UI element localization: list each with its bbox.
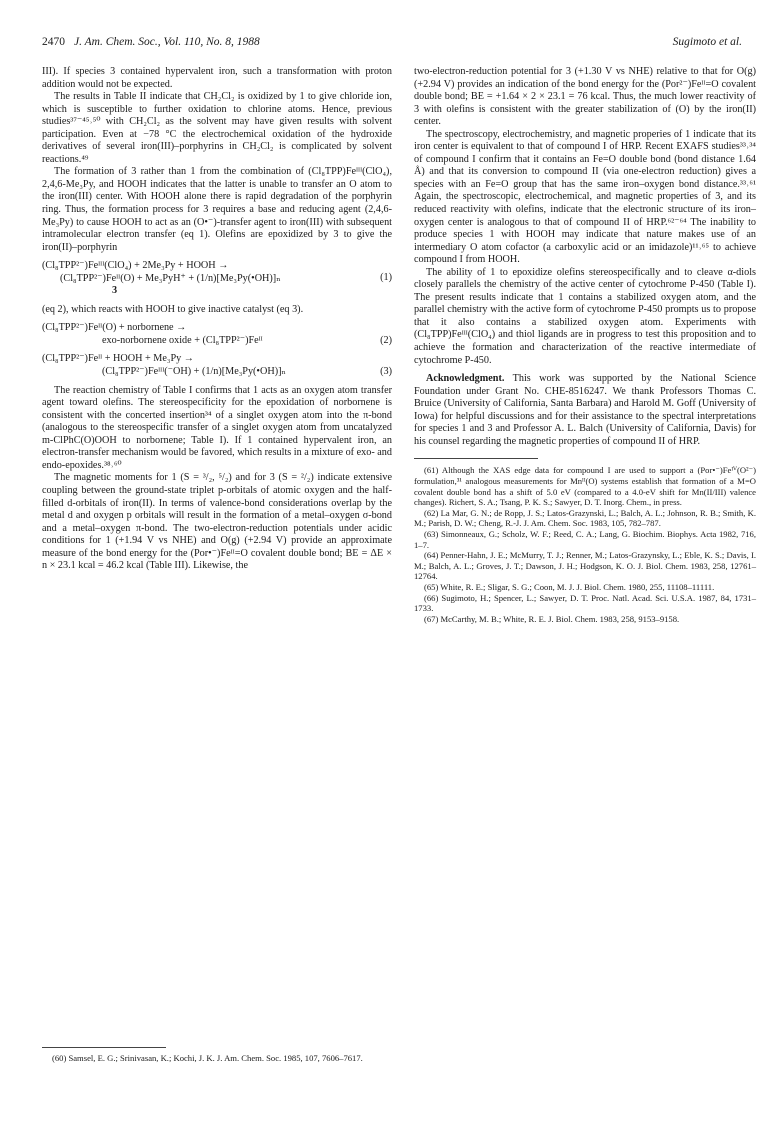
footnote-rule bbox=[414, 458, 538, 459]
equation-label: 3 bbox=[112, 285, 118, 297]
equation-line: (Cl₈TPP²⁻)Feᴵᴵᴵ(ClO₄) + 2Me₃Py + HOOH → bbox=[42, 260, 229, 272]
paragraph: The spectroscopy, electrochemistry, and magnetic properies of 1 indicate that its iron center is equivalent to that of compound I of HRP. Recent EXAFS studies³³˒³⁴ of compound I confirm that it contains an Fe=O double bond (bond distance 1.64 Å) and that its conversion to compound II (via one-electron reduction) gives a species with an Fe=O group that has the same iron–oxygen bond distance.³³˒⁶¹ Again, the spectroscopic, electrochemical, and magnetic properties of 3, and its reduced reactivity with olefins, indicate that the electronic structure of its iron–oxygen center is analogous to that of compound II of HRP.⁶²⁻⁶⁴ The inability to produce species 1 with HOOH may indicate that nature makes use of an intermediary O atom cofactor (a carboxylic acid or an imidazole)¹¹˒⁶⁵ to achieve compound I from HOOH. bbox=[414, 128, 756, 266]
reference: (62) La Mar, G. N.; de Ropp, J. S.; Latos-Grazynski, L.; Balch, A. L.; Johnson, R. B.; Smith, K. M.; Parish, D. W.; Cheng, R.-J. J. Am. Chem. Soc. 1983, 105, 782–787. bbox=[414, 507, 756, 529]
running-header bbox=[42, 36, 742, 52]
left-column bbox=[42, 66, 392, 573]
left-references bbox=[42, 1053, 392, 1064]
equation-1 bbox=[42, 260, 392, 298]
acknowledgment-text: This work was supported by the National Science Foundation under Grant No. CHE-8516247. We thank Professors Thomas C. Bruice (University of California, Santa Barbara) and Harold M. Goff (University of Iowa) for helpful discussions and for their assistance to the spectral interpretations for species 1 and 3 and Professor A. L. Balch (University of California, Davis) for his counsel regarding the magnetic properties of compound II of HRP. bbox=[414, 373, 756, 447]
acknowledgment bbox=[414, 373, 756, 448]
acknowledgment-title: Acknowledgment. bbox=[426, 373, 505, 385]
reference: (61) Although the XAS edge data for compound I are used to support a (Por•⁻)Feᴵⱽ(O²⁻) formulation,³¹ analogous measurements for Mnᴵᴵ(O) systems establish that formation of a M=O covalent double bond has a shift of 5.0 eV (compared to a 4.0-eV shift for Mn(II/III) valence changes). Richert, S. A.; Tsang, P. K. S.; Sawyer, D. T. Inorg. Chem., in press. bbox=[414, 465, 756, 508]
reference: (66) Sugimoto, H.; Spencer, L.; Sawyer, D. T. Proc. Natl. Acad. Sci. U.S.A. 1987, 84, 1731–1733. bbox=[414, 592, 756, 614]
running-authors: Sugimoto et al. bbox=[672, 36, 742, 48]
paragraph: The results in Table II indicate that CH₂Cl₂ is oxidized by 1 to give chloride ion, which is susceptible to further oxidation to chlorine atoms. Hence, previous studies³⁷⁻⁴⁵˒⁵⁰ with CH₂Cl₂ as the solvent may have given results with solvent participation. Even at −78 °C the electrochemical oxidation of the hydroxide derivatives of several iron(III)–porphyrins in CH₂Cl₂ is complicated by solvent reactions.⁴⁹ bbox=[42, 91, 392, 165]
paragraph: The magnetic moments for 1 (S = ³/₂, ⁵/₂) and for 3 (S = ²/₂) indicate extensive coupling between the ground-state triplet p-orbitals of atomic oxygen and the half-filled d-orbitals of iron(II). In terms of valence-bond considerations overlap by the metal d and oxygen p orbitals will result in the formation of a metal–oxygen σ-bond and a metal–oxygen π-bond. The two-electron-reduction potentials under acidic conditions for 1 (+1.94 V vs NHE) and O(g) (+2.94 V) provide an approximate measure of the bond energy for the (Por•⁻)Feᴵᴵ=O covalent double bond; BE = ΔE × n × 23.1 kcal = 46.2 kcal (Table III). Likewise, the bbox=[42, 472, 392, 572]
paragraph: (eq 2), which reacts with HOOH to give inactive catalyst (eq 3). bbox=[42, 303, 304, 315]
paragraph: III). If species 3 contained hypervalent iron, such a transformation with proton addition would not be expected. bbox=[42, 66, 392, 90]
reference: (65) White, R. E.; Sligar, S. G.; Coon, M. J. J. Biol. Chem. 1980, 255, 11108–11111. bbox=[424, 581, 715, 592]
equation-line: (Cl₈TPP²⁻)Feᴵᴵᴵ(⁻OH) + (1/n)[Me₃Py(•OH)]ₙ bbox=[102, 366, 286, 378]
right-references bbox=[414, 465, 756, 624]
page-number: 2470 bbox=[42, 36, 65, 48]
reference: (63) Simonneaux, G.; Scholz, W. F.; Reed, C. A.; Lang, G. Biochim. Biophys. Acta 1982, 716, 1–7. bbox=[414, 528, 756, 550]
equation-line: (Cl₈TPP²⁻)Feᴵᴵ(O) + Me₃PyH⁺ + (1/n)[Me₃Py(•OH)]ₙ bbox=[60, 272, 281, 284]
equation-line: (Cl₈TPP²⁻)Feᴵᴵ + HOOH + Me₃Py → bbox=[42, 353, 194, 365]
reference: (67) McCarthy, M. B.; White, R. E. J. Biol. Chem. 1983, 258, 9153–9158. bbox=[424, 613, 680, 624]
paragraph: The formation of 3 rather than 1 from the combination of (Cl₈TPP)Feᴵᴵᴵ(ClO₄), 2,4,6-Me₃Py, and HOOH indicates that the latter is unable to transfer an O atom to the iron(III) center. With HOOH alone there is rapid degradation of the porphyrin ring. Thus, the formation process for 3 requires a base and reducing agent (2,4,6-Me₃Py) to cause HOOH to act as an (O•⁻)-transfer agent to iron(III) with subsequent intramolecular electron transfer (eq 1). Olefins are epoxidized by 3 to give the iron(II)–porphyrin bbox=[42, 166, 392, 253]
equation-number: (1) bbox=[380, 272, 392, 284]
equation-number: (3) bbox=[380, 366, 392, 378]
reference: (64) Penner-Hahn, J. E.; McMurry, T. J.; Renner, M.; Latos-Grazynsky, L.; Eble, K. S.; Davis, I. M.; Balch, A. L.; Groves, J. T.; Dawson, J. H.; Hodgson, K. O. J. Biol. Chem. 1983, 258, 12761–12764. bbox=[414, 550, 756, 582]
equation-line: (Cl₈TPP²⁻)Feᴵᴵ(O) + norbornene → bbox=[42, 322, 187, 334]
right-column bbox=[414, 66, 756, 624]
equation-2 bbox=[42, 322, 392, 347]
footnote-rule bbox=[42, 1047, 166, 1048]
paragraph: two-electron-reduction potential for 3 (+1.30 V vs NHE) relative to that for O(g) (+2.94 V) provides an indication of the bond energy for the (Por²⁻)Feᴵᴵ=O covalent double bond; BE = +1.64 × 2 × 23.1 = 76 kcal. Thus, the much lower reactivity of 3 with olefins is consistent with the greater stabilization of (O) by the iron(II) center. bbox=[414, 66, 756, 128]
equation-line: exo-norbornene oxide + (Cl₈TPP²⁻)Feᴵᴵ bbox=[102, 334, 263, 346]
equation-3 bbox=[42, 353, 392, 378]
paragraph: The ability of 1 to epoxidize olefins stereospecifically and to cleave α-diols closely parallels the chemistry of the active center of cytochrome P-450 (Table I). The present results indicate that 1 contains a stabilized oxygen atom, and the parallel chemistry with the active form of cytochrome P-450 prompts us to propose that it also contains a stabilized oxygen atom. Experiments with (Cl₈TPP)Feᴵᴵᴵ(ClO₄) and thiol ligands are in progress to test this proposition and to achieve the formation and characterization of the reactive intermediate of cytochrome P-450. bbox=[414, 266, 756, 366]
reference: (60) Samsel, E. G.; Srinivasan, K.; Kochi, J. K. J. Am. Chem. Soc. 1985, 107, 7606–7617. bbox=[52, 1053, 363, 1063]
paragraph: The reaction chemistry of Table I confirms that 1 acts as an oxygen atom transfer agent toward olefins. The stereospecificity for the epoxidation of norbornene is consistent with the concerted insertion³⁴ of a singlet oxygen atom into the π-bond (analogous to the stereospecific transfer of a singlet oxygen atom from uncatalyzed m-ClPhC(O)OOH to norbornene; Table I). If 1 contained hypervalent iron, an electron-transfer mechanism would be favored, which results in a mixture of exo- and endo-epoxides.³⁸˒⁶⁰ bbox=[42, 384, 392, 471]
equation-number: (2) bbox=[380, 334, 392, 346]
journal-citation: J. Am. Chem. Soc., Vol. 110, No. 8, 1988 bbox=[74, 36, 260, 48]
